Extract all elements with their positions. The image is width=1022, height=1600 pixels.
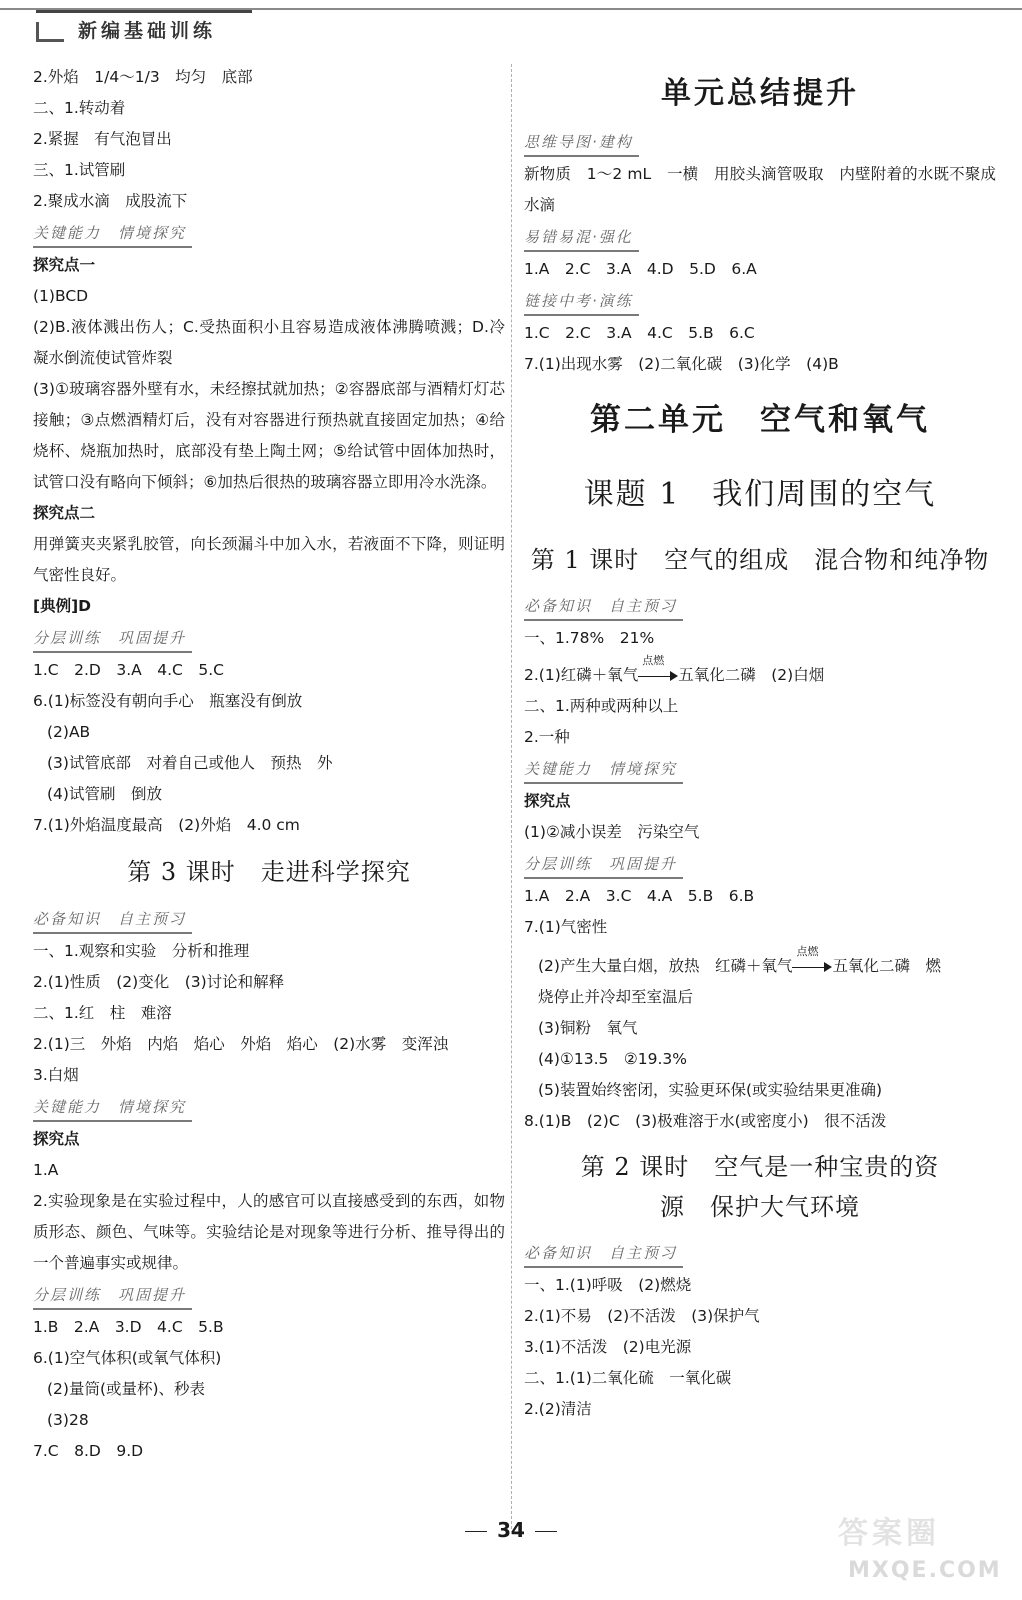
unit-summary-heading: 单元总结提升 bbox=[661, 76, 859, 111]
answer-line: 2.外焰 1/4～1/3 均匀 底部 bbox=[33, 68, 253, 86]
answer-line: (1)BCD bbox=[33, 287, 89, 305]
answer-line: 2.紧握 有气泡冒出 bbox=[33, 130, 172, 148]
lesson-heading-line: 源 保护大气环境 bbox=[660, 1193, 860, 1221]
answer-line: 3.白烟 bbox=[33, 1066, 79, 1084]
lesson-heading: 第 1 课时 空气的组成 混合物和纯净物 bbox=[530, 546, 990, 574]
answer-line: 2.聚成水滴 成股流下 bbox=[33, 192, 188, 210]
reaction-arrow-icon bbox=[638, 653, 678, 683]
answer-line: 2.(1)不易 (2)不活泼 (3)保护气 bbox=[524, 1307, 760, 1325]
section-label: 分层训练 巩固提升 bbox=[33, 1282, 192, 1310]
answer-line: 烧停止并冷却至室温后 bbox=[538, 988, 694, 1006]
watermark-text: 答案圈 bbox=[838, 1516, 940, 1551]
explore-heading: 探究点 bbox=[33, 1130, 80, 1148]
left-column bbox=[33, 62, 505, 1467]
section-label: 易错易混·强化 bbox=[524, 224, 639, 252]
right-column bbox=[524, 62, 996, 1425]
reaction-line bbox=[524, 944, 996, 982]
book-title: 新编基础训练 bbox=[78, 20, 217, 42]
section-label: 分层训练 巩固提升 bbox=[524, 851, 683, 879]
answer-line: 1.C 2.C 3.A 4.C 5.B 6.C bbox=[524, 324, 755, 342]
section-label: 思维导图·建构 bbox=[524, 129, 639, 157]
answer-line: 2.(2)清洁 bbox=[524, 1400, 592, 1418]
answer-line: (2)AB bbox=[47, 723, 91, 741]
answer-paragraph: 2.(1)三 外焰 内焰 焰心 外焰 焰心 (2)水雾 变浑浊 bbox=[33, 1035, 449, 1053]
section-label: 必备知识 自主预习 bbox=[524, 593, 683, 621]
answer-paragraph: (3)①玻璃容器外壁有水，未经擦拭就加热；②容器底部与酒精灯灯芯接触；③点燃酒精灯后，没有对容器进行预热就直接固定加热；④给烧杯、烧瓶加热时，底部没有垫上陶土网；⑤给试管中固体加热时，试管口没有略向下倾斜；⑥加热后很热的玻璃容器立即用冷水洗涤。 bbox=[33, 380, 505, 491]
answer-line: (3)试管底部 对着自己或他人 预热 外 bbox=[47, 754, 333, 772]
answer-line: 二、1.转动着 bbox=[33, 99, 126, 117]
answer-line: 2.(1)性质 (2)变化 (3)讨论和解释 bbox=[33, 973, 285, 991]
answer-line: (2)量筒(或量杯)、秒表 bbox=[47, 1380, 206, 1398]
watermark-url: MXQE.COM bbox=[848, 1558, 1002, 1583]
answer-line: 一、1.(1)呼吸 (2)燃烧 bbox=[524, 1276, 692, 1294]
answer-paragraph: 新物质 1～2 mL 一横 用胶头滴管吸取 内壁附着的水既不聚成水滴 bbox=[524, 165, 996, 214]
answer-paragraph: (2)B.液体溅出伤人；C.受热面积小且容易造成液体沸腾喷溅；D.冷凝水倒流使试管炸裂 bbox=[33, 318, 505, 367]
answer-line: 7.(1)出现水雾 (2)二氧化碳 (3)化学 (4)B bbox=[524, 355, 839, 373]
section-label: 必备知识 自主预习 bbox=[524, 1240, 683, 1268]
section-label: 分层训练 巩固提升 bbox=[33, 625, 192, 653]
answer-line: 3.(1)不活泼 (2)电光源 bbox=[524, 1338, 692, 1356]
section-label: 关键能力 情境探究 bbox=[33, 220, 192, 248]
answer-line: (4)试管刷 倒放 bbox=[47, 785, 162, 803]
page-number-text: 34 bbox=[497, 1518, 525, 1542]
topic-heading: 课题 1 我们周围的空气 bbox=[583, 477, 937, 512]
answer-line: 7.(1)外焰温度最高 (2)外焰 4.0 cm bbox=[33, 816, 300, 834]
answer-line: 6.(1)空气体积(或氧气体积) bbox=[33, 1349, 222, 1367]
answer-paragraph: 用弹簧夹夹紧乳胶管，向长颈漏斗中加入水，若液面不下降，则证明气密性良好。 bbox=[33, 535, 505, 584]
answer-line: 一、1.观察和实验 分析和推理 bbox=[33, 942, 250, 960]
reaction-products: 五氧化二磷 (2)白烟 bbox=[678, 666, 825, 684]
answer-line: 2.一种 bbox=[524, 728, 570, 746]
answer-line: (5)装置始终密闭，实验更环保(或实验结果更准确) bbox=[538, 1081, 883, 1099]
column-divider bbox=[511, 64, 512, 1534]
dash-left bbox=[465, 1531, 487, 1532]
answer-line: 一、1.78% 21% bbox=[524, 629, 655, 647]
section-label: 必备知识 自主预习 bbox=[33, 906, 192, 934]
answer-line: (1)②减小误差 污染空气 bbox=[524, 823, 700, 841]
section-label: 关键能力 情境探究 bbox=[33, 1094, 192, 1122]
section-label: 链接中考·演练 bbox=[524, 288, 639, 316]
answer-line: 二、1.两种或两种以上 bbox=[524, 697, 679, 715]
answer-line: 7.(1)气密性 bbox=[524, 918, 608, 936]
explore-heading: 探究点二 bbox=[33, 504, 96, 522]
answer-line: 二、1.(1)二氧化硫 一氧化碳 bbox=[524, 1369, 732, 1387]
page-header bbox=[0, 0, 1022, 48]
answer-line: 8.(1)B (2)C (3)极难溶于水(或密度小) 很不活泼 bbox=[524, 1112, 887, 1130]
answer-line: 1.A bbox=[33, 1161, 59, 1179]
header-decoration-icon bbox=[36, 22, 64, 42]
answer-line: (4)①13.5 ②19.3% bbox=[538, 1050, 687, 1068]
section-label: 关键能力 情境探究 bbox=[524, 756, 683, 784]
explore-heading: 探究点一 bbox=[33, 256, 96, 274]
reaction-reactants: (2)产生大量白烟，放热 红磷＋氧气 bbox=[538, 957, 793, 975]
answer-line: 1.C 2.D 3.A 4.C 5.C bbox=[33, 661, 224, 679]
reaction-arrow-icon bbox=[792, 944, 832, 974]
answer-line: 7.C 8.D 9.D bbox=[33, 1442, 144, 1460]
answer-line: 6.(1)标签没有朝向手心 瓶塞没有倒放 bbox=[33, 692, 303, 710]
reaction-condition: 点燃 bbox=[796, 944, 819, 958]
answer-line: 1.A 2.A 3.C 4.A 5.B 6.B bbox=[524, 887, 755, 905]
answer-line: 1.A 2.C 3.A 4.D 5.D 6.A bbox=[524, 260, 757, 278]
answer-line: 1.B 2.A 3.D 4.C 5.B bbox=[33, 1318, 224, 1336]
answer-line: (3)28 bbox=[47, 1411, 89, 1429]
answer-line: 三、1.试管刷 bbox=[33, 161, 126, 179]
explore-heading: 探究点 bbox=[524, 792, 571, 810]
reaction-line bbox=[524, 653, 996, 691]
reaction-condition: 点燃 bbox=[642, 653, 665, 667]
reaction-reactants: 2.(1)红磷＋氧气 bbox=[524, 666, 639, 684]
site-watermark bbox=[838, 1508, 1008, 1588]
lesson-heading: 第 3 课时 走进科学探究 bbox=[127, 858, 411, 886]
unit-heading: 第二单元 空气和氧气 bbox=[590, 402, 930, 438]
dash-right bbox=[535, 1531, 557, 1532]
answer-paragraph: 2.实验现象是在实验过程中，人的感官可以直接感受到的东西，如物质形态、颜色、气味等。实验结论是对现象等进行分析、推导得出的一个普遍事实或规律。 bbox=[33, 1192, 505, 1272]
lesson-heading bbox=[524, 1147, 996, 1227]
example-answer: [典例]D bbox=[33, 597, 92, 615]
answer-line: 二、1.红 柱 难溶 bbox=[33, 1004, 172, 1022]
reaction-products: 五氧化二磷 燃 bbox=[832, 957, 941, 975]
answer-line: (3)铜粉 氧气 bbox=[538, 1019, 638, 1037]
lesson-heading-line: 第 2 课时 空气是一种宝贵的资 bbox=[580, 1153, 940, 1181]
